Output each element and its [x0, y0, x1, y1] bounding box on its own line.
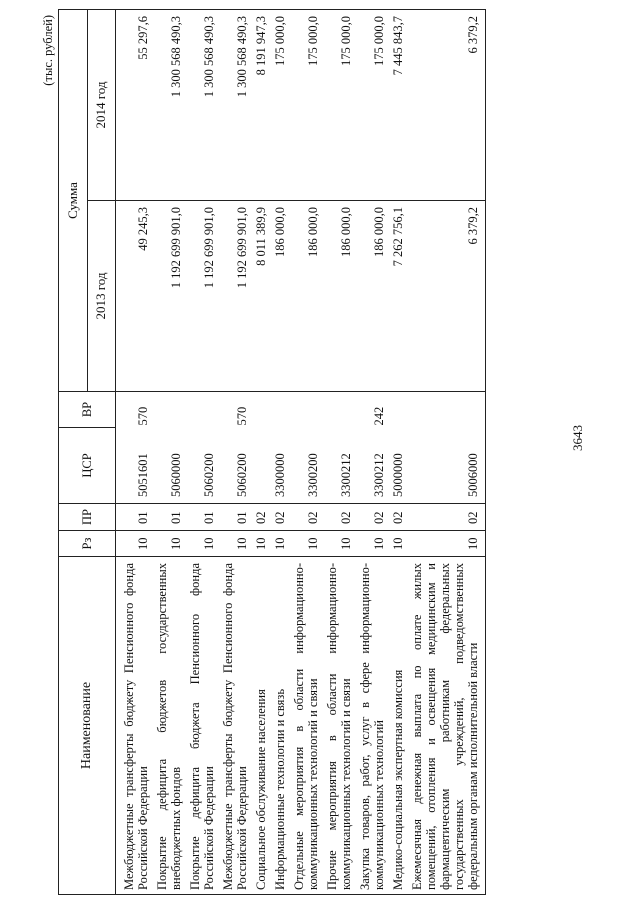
row-rz-cell: 10	[292, 531, 325, 557]
row-pr-cell: 02	[325, 504, 358, 531]
row-pr-cell: 01	[116, 504, 156, 531]
header-vr: ВР	[59, 392, 116, 428]
row-csr-cell: 5051601	[116, 428, 156, 504]
header-name: Наименование	[59, 557, 116, 895]
row-csr-cell: 5000000	[391, 428, 410, 504]
row-sum-2013-cell: 186 000,0	[325, 201, 358, 392]
row-name-cell: Покрытие дефицита бюджетов государственных внебюджетных фондов	[155, 557, 188, 895]
row-pr-cell: 01	[188, 504, 221, 531]
header-rz: Рз	[59, 531, 116, 557]
row-vr-cell	[391, 392, 410, 428]
budget-table	[58, 9, 486, 895]
row-csr-cell: 5060200	[221, 428, 254, 504]
row-vr-cell	[292, 392, 325, 428]
table-body	[116, 10, 486, 895]
row-pr-cell: 02	[254, 504, 273, 531]
table-row	[221, 10, 254, 895]
row-vr-cell	[410, 392, 486, 428]
row-name-cell: Межбюджетные трансферты бюджету Пенсионного фонда Российской Федерации	[221, 557, 254, 895]
row-vr-cell: 570	[221, 392, 254, 428]
row-sum-2013-cell: 186 000,0	[358, 201, 391, 392]
row-csr-cell: 5006000	[410, 428, 486, 504]
row-sum-2014-cell: 175 000,0	[325, 10, 358, 201]
row-csr-cell	[254, 428, 273, 504]
header-csr: ЦСР	[59, 428, 116, 504]
table-row	[188, 10, 221, 895]
row-rz-cell: 10	[116, 531, 156, 557]
table-row	[116, 10, 156, 895]
page-number: 3643	[570, 425, 585, 451]
row-sum-2013-cell: 186 000,0	[292, 201, 325, 392]
row-vr-cell	[254, 392, 273, 428]
row-sum-2014-cell: 175 000,0	[292, 10, 325, 201]
row-pr-cell: 01	[221, 504, 254, 531]
units-label: (тыс. рублей)	[41, 15, 55, 86]
row-name-cell: Информационные технологии и связь	[273, 557, 292, 895]
row-sum-2014-cell: 175 000,0	[273, 10, 292, 201]
row-sum-2014-cell: 8 191 947,3	[254, 10, 273, 201]
row-rz-cell: 10	[325, 531, 358, 557]
header-pr: ПР	[59, 504, 116, 531]
row-sum-2013-cell: 7 262 756,1	[391, 201, 410, 392]
row-csr-cell: 5060200	[188, 428, 221, 504]
row-name-cell: Отдельные мероприятия в области информационно-коммуникационных технологий и связи	[292, 557, 325, 895]
table-row	[410, 10, 486, 895]
row-vr-cell	[273, 392, 292, 428]
row-pr-cell: 01	[155, 504, 188, 531]
row-rz-cell: 10	[273, 531, 292, 557]
row-rz-cell: 10	[221, 531, 254, 557]
row-name-cell: Медико-социальная экспертная комиссия	[391, 557, 410, 895]
row-vr-cell	[155, 392, 188, 428]
row-pr-cell: 02	[391, 504, 410, 531]
row-sum-2014-cell: 1 300 568 490,3	[188, 10, 221, 201]
row-pr-cell: 02	[358, 504, 391, 531]
row-pr-cell: 02	[292, 504, 325, 531]
row-csr-cell: 3300000	[273, 428, 292, 504]
table-row	[273, 10, 292, 895]
row-vr-cell: 242	[358, 392, 391, 428]
header-sum: Сумма	[59, 10, 88, 392]
row-csr-cell: 5060000	[155, 428, 188, 504]
row-sum-2013-cell: 49 245,3	[116, 201, 156, 392]
row-rz-cell: 10	[155, 531, 188, 557]
row-rz-cell: 10	[391, 531, 410, 557]
row-sum-2014-cell: 1 300 568 490,3	[155, 10, 188, 201]
row-name-cell: Ежемесячная денежная выплата по оплате жилых помещений, отопления и освещения медицинским и фармацевтическим работникам федеральных государственных учреждений, подведомственных федеральным органам исполнительной власти	[410, 557, 486, 895]
table-row	[358, 10, 391, 895]
row-sum-2013-cell: 6 379,2	[410, 201, 486, 392]
row-csr-cell: 3300212	[358, 428, 391, 504]
table-row	[292, 10, 325, 895]
row-sum-2014-cell: 175 000,0	[358, 10, 391, 201]
row-sum-2013-cell: 1 192 699 901,0	[188, 201, 221, 392]
row-sum-2013-cell: 8 011 389,9	[254, 201, 273, 392]
row-sum-2014-cell: 1 300 568 490,3	[221, 10, 254, 201]
table-row	[391, 10, 410, 895]
row-sum-2013-cell: 1 192 699 901,0	[221, 201, 254, 392]
row-sum-2014-cell: 55 297,6	[116, 10, 156, 201]
row-sum-2014-cell: 7 445 843,7	[391, 10, 410, 201]
header-year-2014: 2014 год	[87, 10, 116, 201]
row-rz-cell: 10	[188, 531, 221, 557]
row-name-cell: Покрытие дефицита бюджета Пенсионного фонда Российской Федерации	[188, 557, 221, 895]
table-row	[254, 10, 273, 895]
row-vr-cell	[188, 392, 221, 428]
row-name-cell: Межбюджетные трансферты бюджету Пенсионного фонда Российской Федерации	[116, 557, 156, 895]
header-year-2013: 2013 год	[87, 201, 116, 392]
row-rz-cell: 10	[410, 531, 486, 557]
row-rz-cell: 10	[254, 531, 273, 557]
row-sum-2013-cell: 186 000,0	[273, 201, 292, 392]
row-name-cell: Социальное обслуживание населения	[254, 557, 273, 895]
row-name-cell: Прочие мероприятия в области информационно-коммуникационных технологий и связи	[325, 557, 358, 895]
row-rz-cell: 10	[358, 531, 391, 557]
row-vr-cell: 570	[116, 392, 156, 428]
row-sum-2014-cell: 6 379,2	[410, 10, 486, 201]
row-sum-2013-cell: 1 192 699 901,0	[155, 201, 188, 392]
table-row	[325, 10, 358, 895]
row-pr-cell: 02	[410, 504, 486, 531]
row-vr-cell	[325, 392, 358, 428]
row-csr-cell: 3300212	[325, 428, 358, 504]
row-name-cell: Закупка товаров, работ, услуг в сфере информационно-коммуникационных технологий	[358, 557, 391, 895]
row-pr-cell: 02	[273, 504, 292, 531]
row-csr-cell: 3300200	[292, 428, 325, 504]
table-row	[155, 10, 188, 895]
